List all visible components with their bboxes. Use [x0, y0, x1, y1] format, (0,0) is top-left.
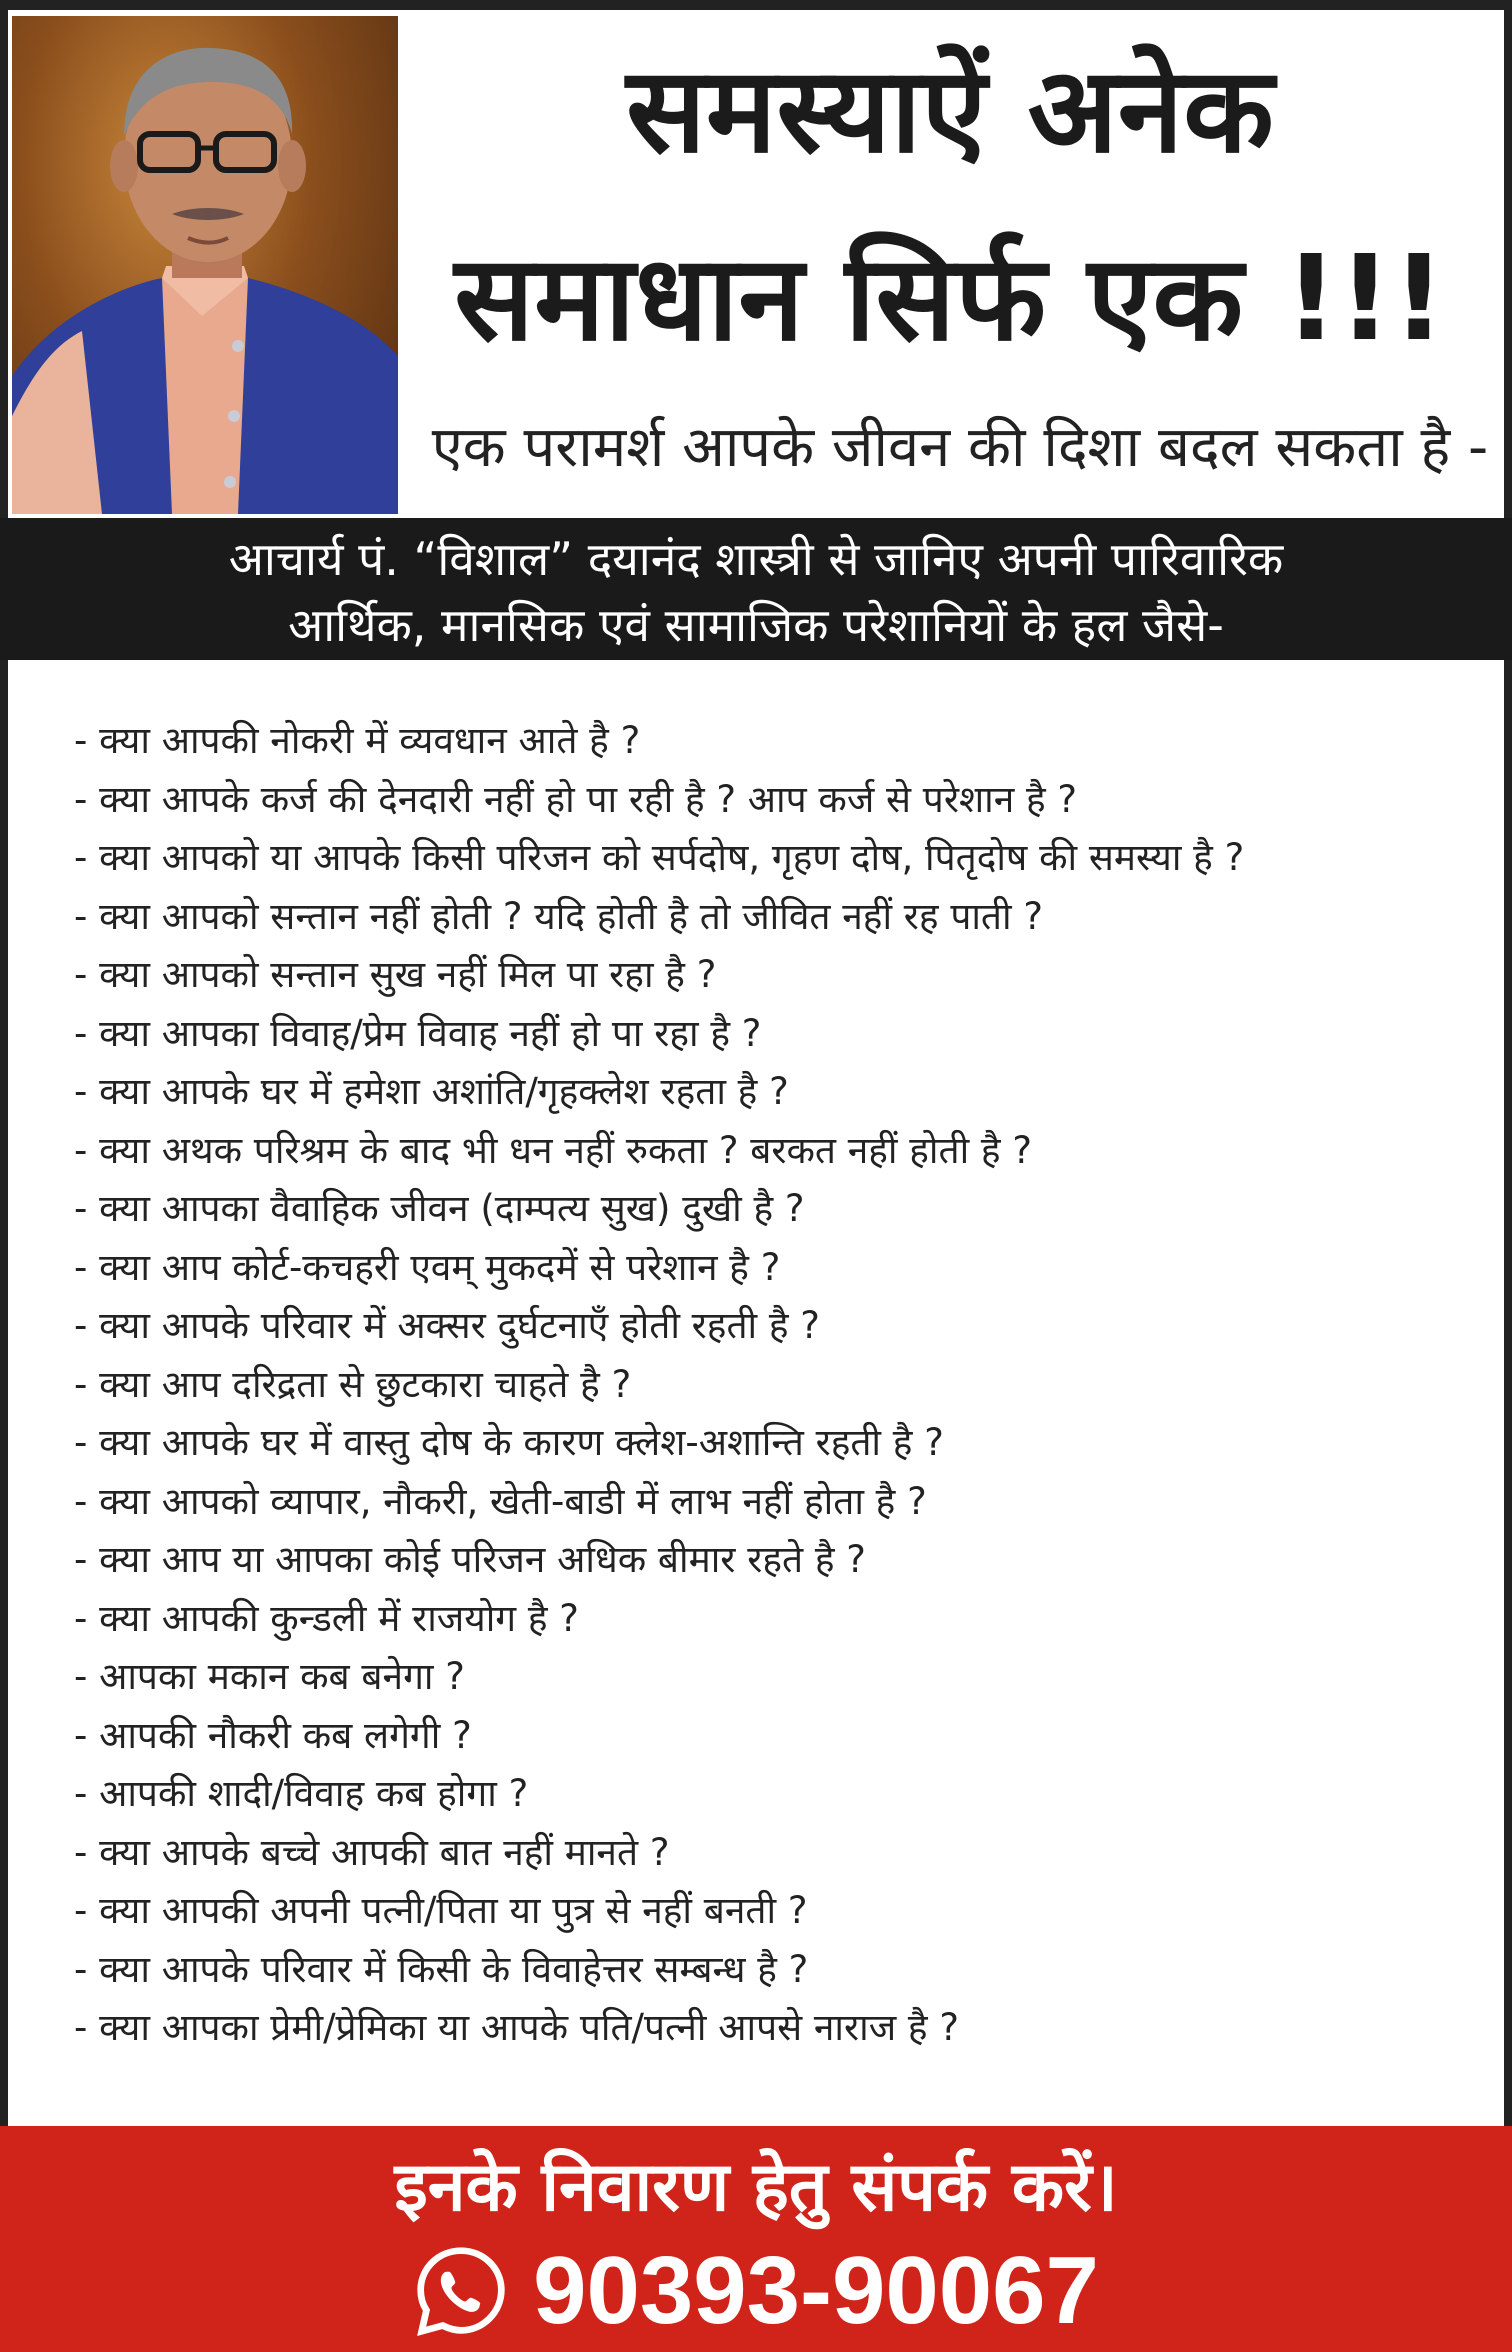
intro-line-1: आचार्य पं. “विशाल” दयानंद शास्त्री से जानिए अपनी पारिवारिक: [228, 532, 1284, 586]
question-item: - आपकी नौकरी कब लगेगी ?: [74, 1713, 472, 1757]
question-item: - क्या आप या आपका कोई परिजन अधिक बीमार रहते है ?: [74, 1538, 866, 1581]
question-item: - क्या आपका प्रेमी/प्रेमिका या आपके पति/पत्नी आपसे नाराज है ?: [74, 2006, 959, 2049]
question-item: - क्या आपकी अपनी पत्नी/पिता या पुत्र से नहीं बनती ?: [74, 1889, 808, 1932]
intro-line-2: आर्थिक, मानसिक एवं सामाजिक परेशानियों के हल जैसे-: [288, 598, 1224, 652]
contact-cta: इनके निवारण हेतु संपर्क करें।: [394, 2148, 1118, 2227]
question-item: - क्या आपको व्यापार, नौकरी, खेती-बाडी में लाभ नहीं होता है ?: [74, 1479, 927, 1523]
contact-footer: [0, 2126, 1512, 2352]
portrait-photo: [12, 16, 398, 514]
question-item: - क्या आपके घर में वास्तु दोष के कारण क्लेश-अशान्ति रहती है ?: [74, 1421, 944, 1464]
whatsapp-icon: [413, 2243, 509, 2339]
phone-number[interactable]: 90393-90067: [533, 2237, 1099, 2344]
question-item: - आपका मकान कब बनेगा ?: [74, 1655, 465, 1698]
question-item: - क्या आपका विवाह/प्रेम विवाह नहीं हो पा रहा है ?: [74, 1011, 762, 1055]
question-item: - क्या आपको सन्तान सुख नहीं मिल पा रहा है ?: [74, 953, 717, 996]
question-item: - क्या आपको या आपके किसी परिजन को सर्पदोष, गृहण दोष, पितृदोष की समस्या है ?: [74, 836, 1245, 879]
phone-row[interactable]: [0, 2236, 1512, 2346]
question-item: - क्या आपकी कुन्डली में राजयोग है ?: [74, 1596, 579, 1640]
question-item: - क्या आपके परिवार में किसी के विवाहेत्तर सम्बन्ध है ?: [74, 1947, 809, 1991]
question-item: - क्या अथक परिश्रम के बाद भी धन नहीं रुकता ? बरकत नहीं होती है ?: [74, 1128, 1032, 1172]
intro-band: [0, 518, 1512, 660]
question-item: - क्या आपकी नोकरी में व्यवधान आते है ?: [74, 719, 641, 762]
question-list: [74, 712, 1474, 2058]
headline-line-2: समाधान सिर्फ एक !!!: [454, 229, 1446, 367]
question-item: - क्या आप कोर्ट-कचहरी एवम् मुकदमें से परेशान है ?: [74, 1245, 781, 1289]
question-item: - आपकी शादी/विवाह कब होगा ?: [74, 1772, 529, 1815]
question-item: - क्या आपको सन्तान नहीं होती ? यदि होती है तो जीवित नहीं रह पाती ?: [74, 894, 1044, 938]
question-item: - क्या आप दरिद्रता से छुटकारा चाहते है ?: [74, 1362, 632, 1406]
question-item: - क्या आपके बच्चे आपकी बात नहीं मानते ?: [74, 1830, 670, 1874]
question-item: - क्या आपके घर में हमेशा अशांति/गृहक्लेश रहता है ?: [74, 1070, 789, 1113]
question-item: - क्या आपका वैवाहिक जीवन (दाम्पत्य सुख) दुखी है ?: [74, 1187, 805, 1230]
tagline: एक परामर्श आपके जीवन की दिशा बदल सकता है -: [431, 415, 1489, 480]
question-item: - क्या आपके कर्ज की देनदारी नहीं हो पा रही है ? आप कर्ज से परेशान है ?: [74, 777, 1078, 821]
headline-line-1: समस्याऐं अनेक: [626, 41, 1274, 179]
question-item: - क्या आपके परिवार में अक्सर दुर्घटनाएँ होती रहती है ?: [74, 1304, 820, 1347]
